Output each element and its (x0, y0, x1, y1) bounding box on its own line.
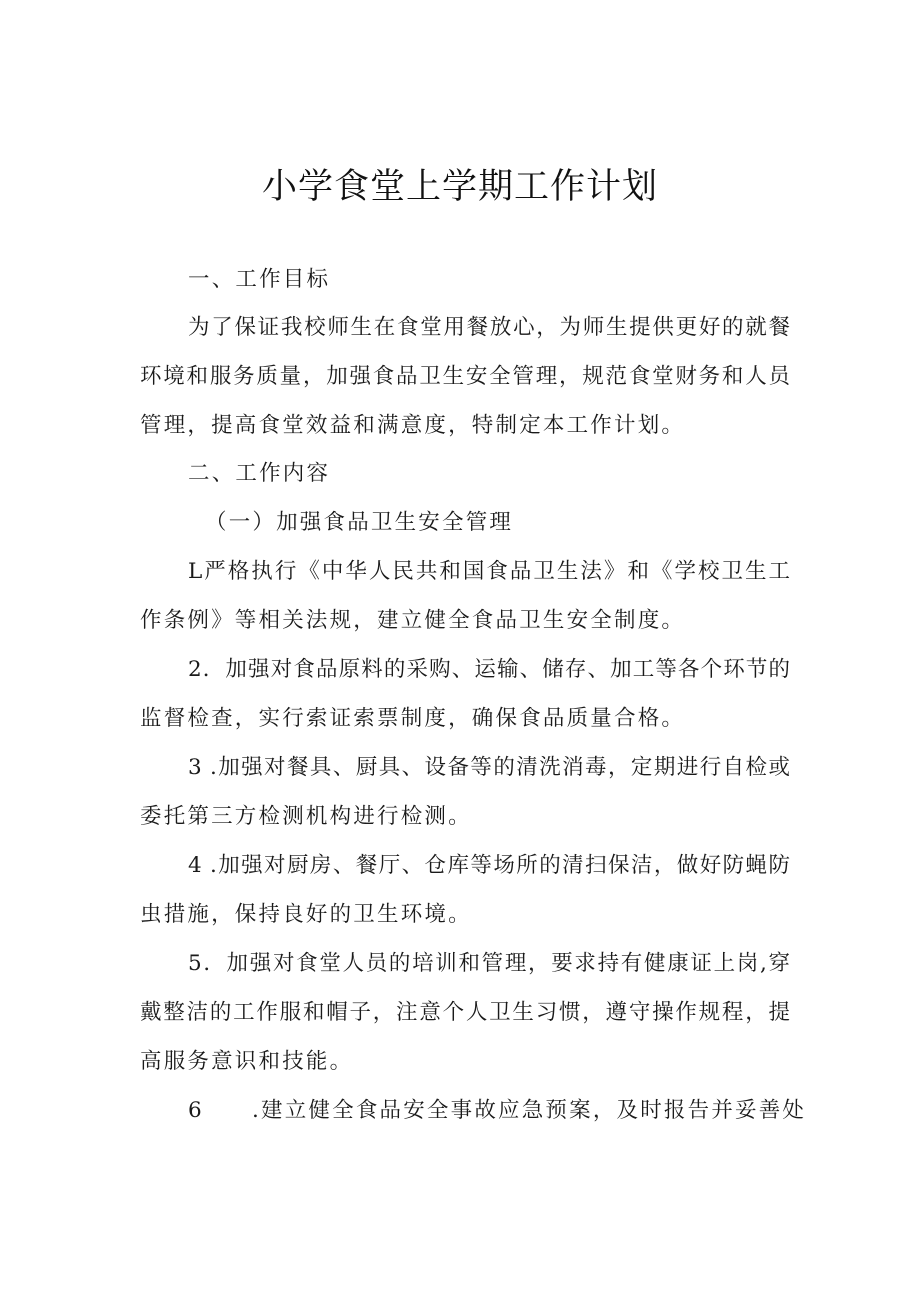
list-item-line: 高服务意识和技能。 (140, 1049, 354, 1074)
list-item-line: 作条例》等相关法规，建立健全食品卫生安全制度。 (140, 608, 686, 633)
subsection-heading: （一）加强食品卫生安全管理 (205, 510, 514, 535)
list-item-text: .建立健全食品安全事故应急预案，及时报告并妥善处 (252, 1098, 807, 1123)
list-item-line: 3 .加强对餐具、厨具、设备等的清洗消毒，定期进行自检或 (188, 755, 790, 780)
list-item-line: 2．加强对食品原料的采购、运输、储存、加工等各个环节的 (188, 657, 790, 682)
list-item-line: 戴整洁的工作服和帽子，注意个人卫生习惯，遵守操作规程，提 (140, 1000, 790, 1025)
list-item-line: 4 .加强对厨房、餐厅、仓库等场所的清扫保洁，做好防蝇防 (188, 853, 790, 878)
list-item-line: 5．加强对食堂人员的培训和管理，要求持有健康证上岗,穿 (188, 951, 790, 976)
paragraph-line: 管理，提高食堂效益和满意度，特制定本工作计划。 (140, 413, 686, 438)
list-item-number: 6 (188, 1098, 204, 1123)
section-heading-content: 二、工作内容 (188, 461, 331, 486)
paragraph-line: 为了保证我校师生在食堂用餐放心，为师生提供更好的就餐 (188, 315, 790, 340)
list-item-line: 监督检查，实行索证索票制度，确保食品质量合格。 (140, 706, 686, 731)
section-heading-goals: 一、工作目标 (188, 267, 331, 292)
list-item-line: 虫措施，保持良好的卫生环境。 (140, 902, 472, 927)
list-item-line: 委托第三方检测机构进行检测。 (140, 804, 472, 829)
document-title: 小学食堂上学期工作计划 (261, 167, 658, 207)
list-item-line: L严格执行《中华人民共和国食品卫生法》和《学校卫生工 (188, 559, 790, 584)
paragraph-line: 环境和服务质量，加强食品卫生安全管理，规范食堂财务和人员 (140, 364, 790, 389)
list-item-line (188, 1096, 807, 1126)
